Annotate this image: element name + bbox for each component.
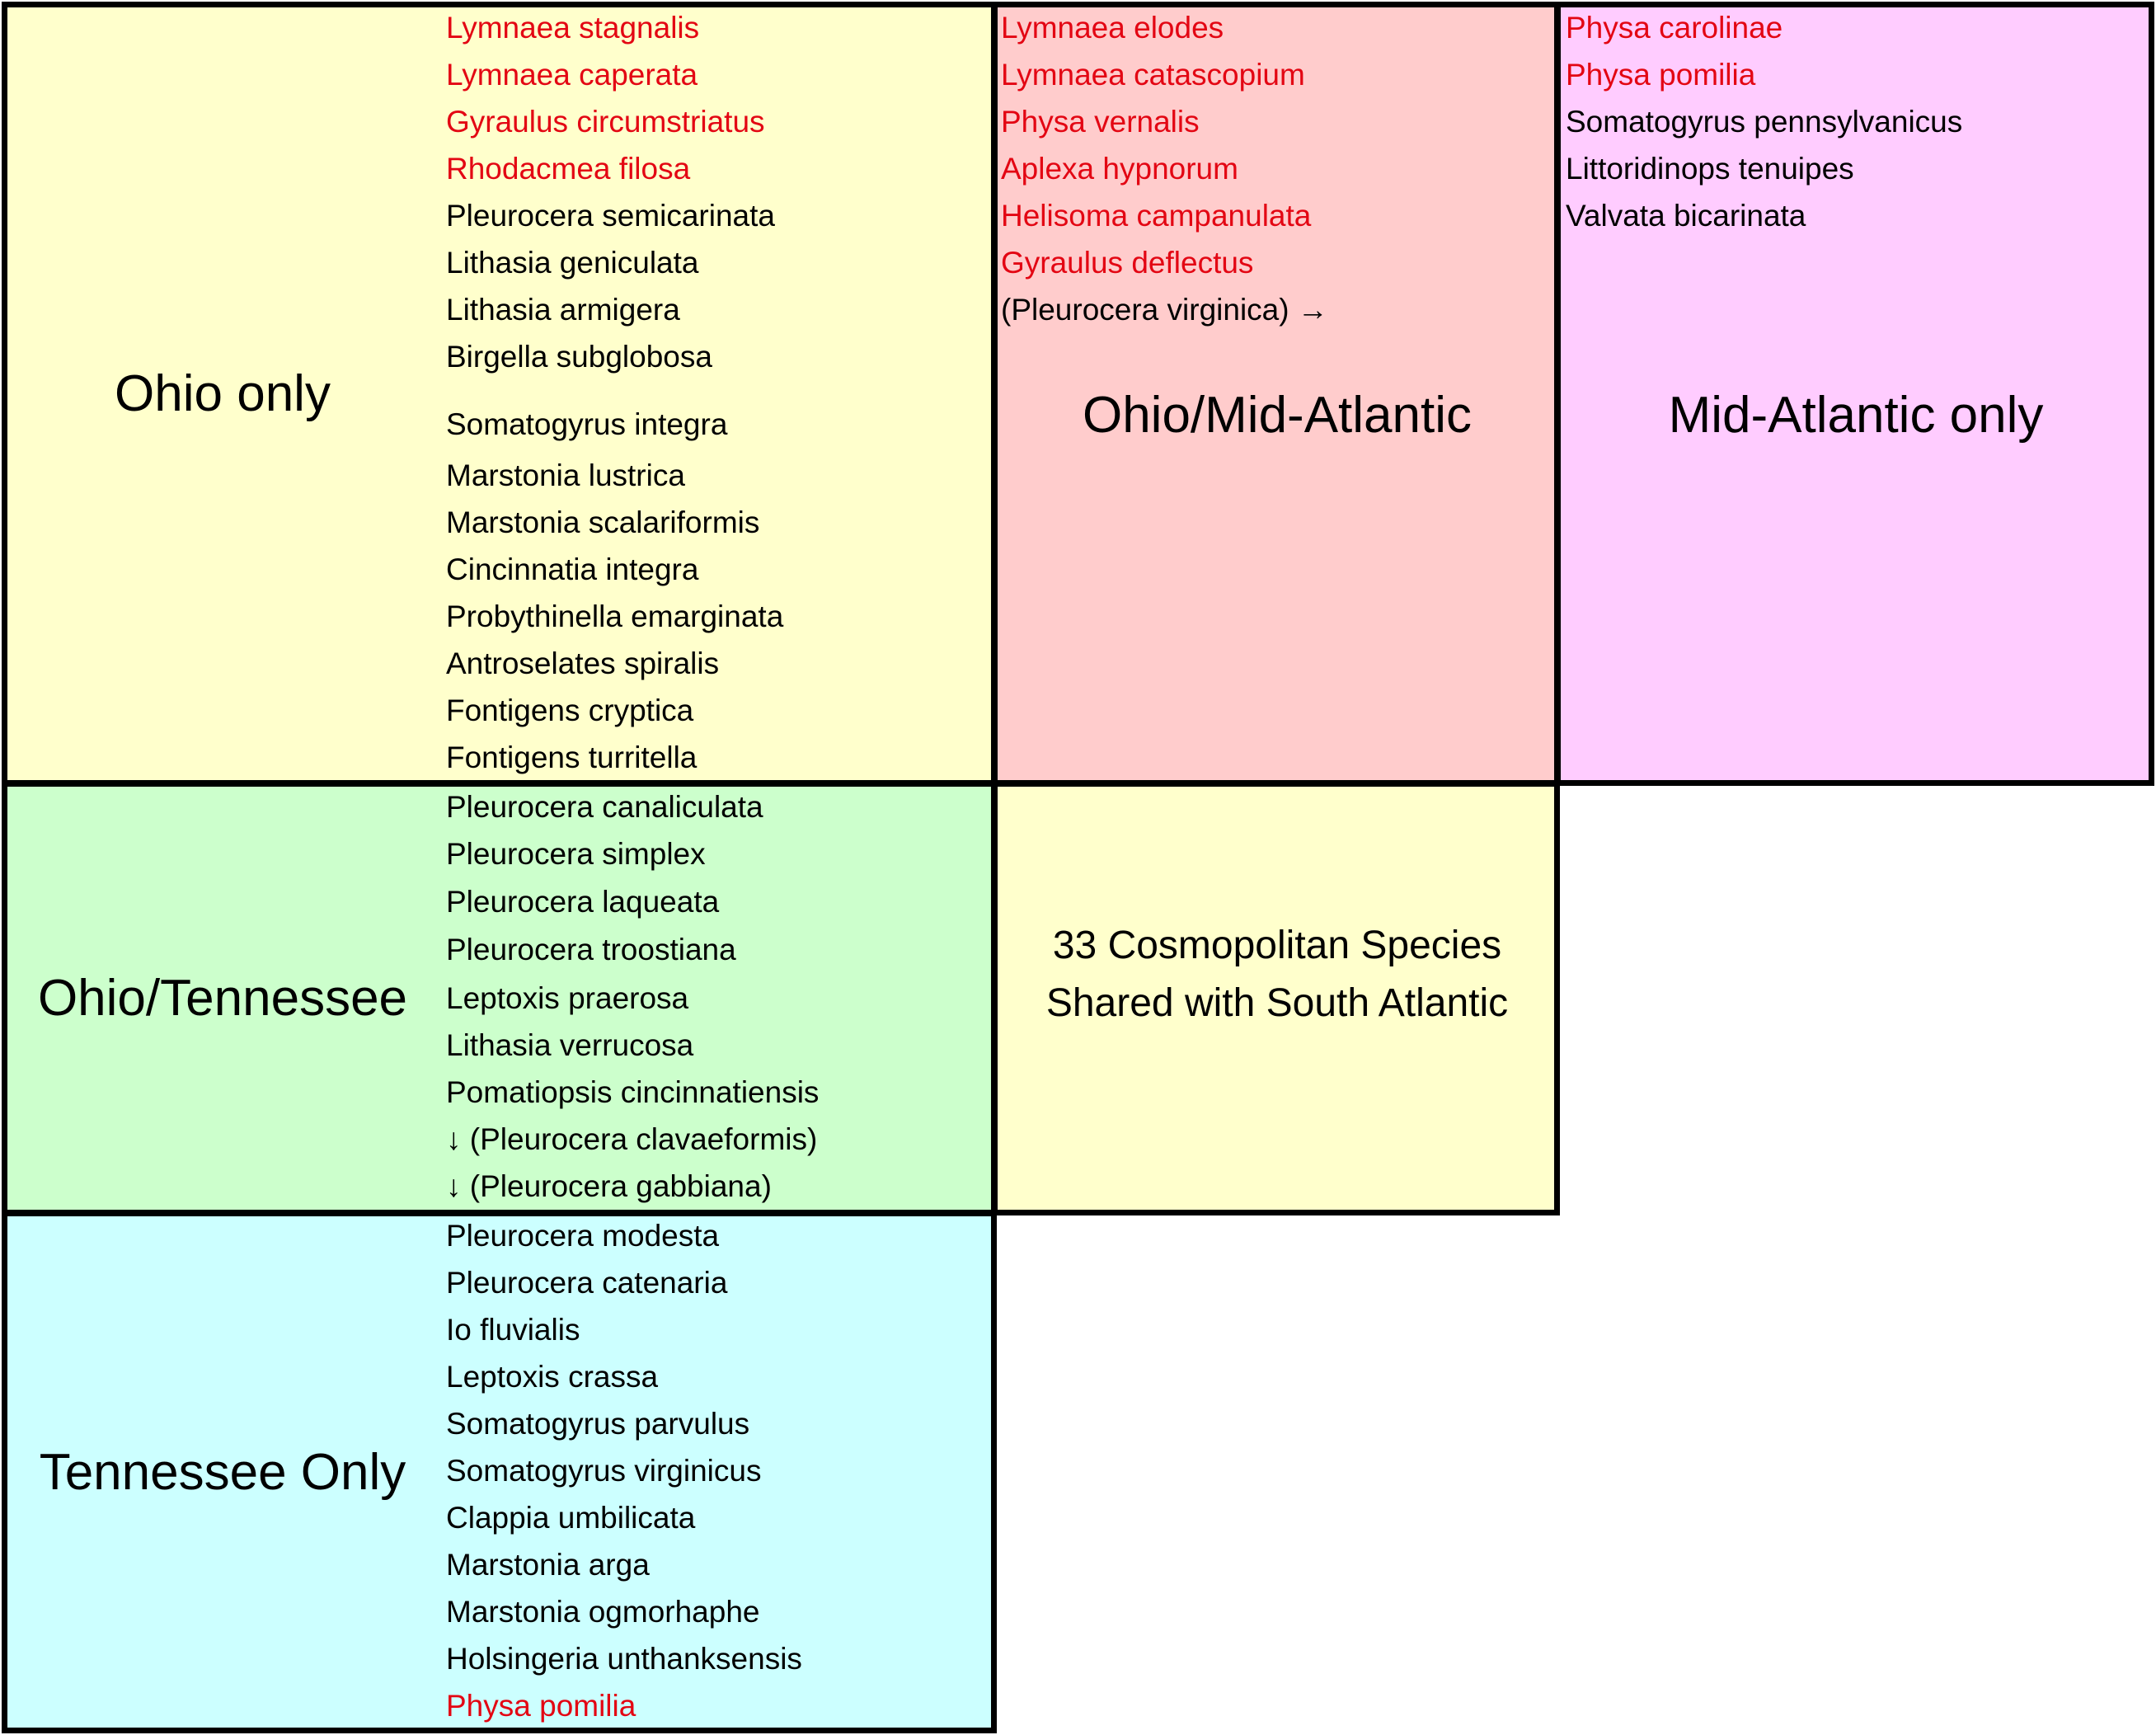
ohio-tennessee-title: Ohio/Tennessee (37, 970, 408, 1027)
species-item: Gyraulus deflectus (1001, 246, 1254, 280)
species-item: Holsingeria unthanksensis (446, 1642, 802, 1676)
species-item: Fontigens turritella (446, 741, 698, 774)
species-item: Lymnaea catascopium (1001, 58, 1305, 92)
species-item: Valvata bicarinata (1566, 199, 1806, 233)
species-item: Marstonia lustrica (446, 458, 685, 492)
species-item: Helisoma campanulata (1001, 199, 1312, 233)
species-item: Lithasia geniculata (446, 246, 699, 280)
species-item: Aplexa hypnorum (1001, 152, 1238, 186)
tennessee-only-title: Tennessee Only (39, 1444, 406, 1501)
species-item: Lymnaea stagnalis (446, 11, 700, 45)
species-item: Somatogyrus integra (446, 407, 728, 441)
species-item: Marstonia arga (446, 1548, 650, 1582)
species-item: Lymnaea elodes (1001, 11, 1224, 45)
species-item: Clappia umbilicata (446, 1501, 696, 1535)
cosmopolitan-caption (998, 917, 1557, 1032)
species-item: Marstonia ogmorhaphe (446, 1595, 760, 1629)
species-item: Lymnaea caperata (446, 58, 698, 92)
species-item: Somatogyrus pennsylvanicus (1566, 105, 1963, 139)
species-item: Cincinnatia integra (446, 552, 699, 586)
species-item: Physa pomilia (446, 1689, 636, 1723)
species-item: Birgella subglobosa (446, 340, 712, 374)
species-item: Pleurocera canaliculata (446, 790, 763, 824)
species-item: Pleurocera simplex (446, 837, 706, 871)
species-item: ↓ (Pleurocera clavaeformis) (446, 1122, 818, 1156)
species-item: Fontigens cryptica (446, 694, 694, 727)
species-item: Pleurocera modesta (446, 1219, 720, 1253)
species-item: Somatogyrus parvulus (446, 1407, 750, 1441)
species-item: Pleurocera laqueata (446, 885, 720, 919)
species-item: Somatogyrus virginicus (446, 1454, 762, 1488)
species-item: Physa carolinae (1566, 11, 1783, 45)
species-item: Probythinella emarginata (446, 599, 784, 633)
ohio-only-title: Ohio only (115, 365, 331, 422)
species-item: Pleurocera semicarinata (446, 199, 775, 233)
species-item: Physa pomilia (1566, 58, 1756, 92)
cosmopolitan-line-2: Shared with South Atlantic (1045, 981, 1509, 1025)
cosmopolitan-line-1: 33 Cosmopolitan Species (1052, 924, 1502, 967)
species-item: Pomatiopsis cincinnatiensis (446, 1075, 820, 1109)
species-item: Physa vernalis (1001, 105, 1200, 139)
mid-atlantic-only-title: Mid-Atlantic only (1668, 387, 2044, 444)
species-item: Leptoxis praerosa (446, 981, 689, 1015)
ohio-mid-atlantic-title: Ohio/Mid-Atlantic (1082, 387, 1473, 444)
species-item: Rhodacmea filosa (446, 152, 691, 186)
species-item: Gyraulus circumstriatus (446, 105, 765, 139)
species-item: (Pleurocera virginica) → (1001, 293, 1328, 327)
species-item: Lithasia armigera (446, 293, 680, 327)
species-item: Pleurocera troostiana (446, 933, 736, 966)
species-item: Pleurocera catenaria (446, 1266, 728, 1300)
species-item: Io fluvialis (446, 1313, 580, 1347)
species-item: Littoridinops tenuipes (1566, 152, 1854, 186)
species-item: ↓ (Pleurocera gabbiana) (446, 1169, 772, 1203)
species-item: Leptoxis crassa (446, 1360, 659, 1394)
species-item: Marstonia scalariformis (446, 505, 760, 539)
species-item: Antroselates spiralis (446, 647, 720, 680)
species-item: Lithasia verrucosa (446, 1028, 694, 1062)
